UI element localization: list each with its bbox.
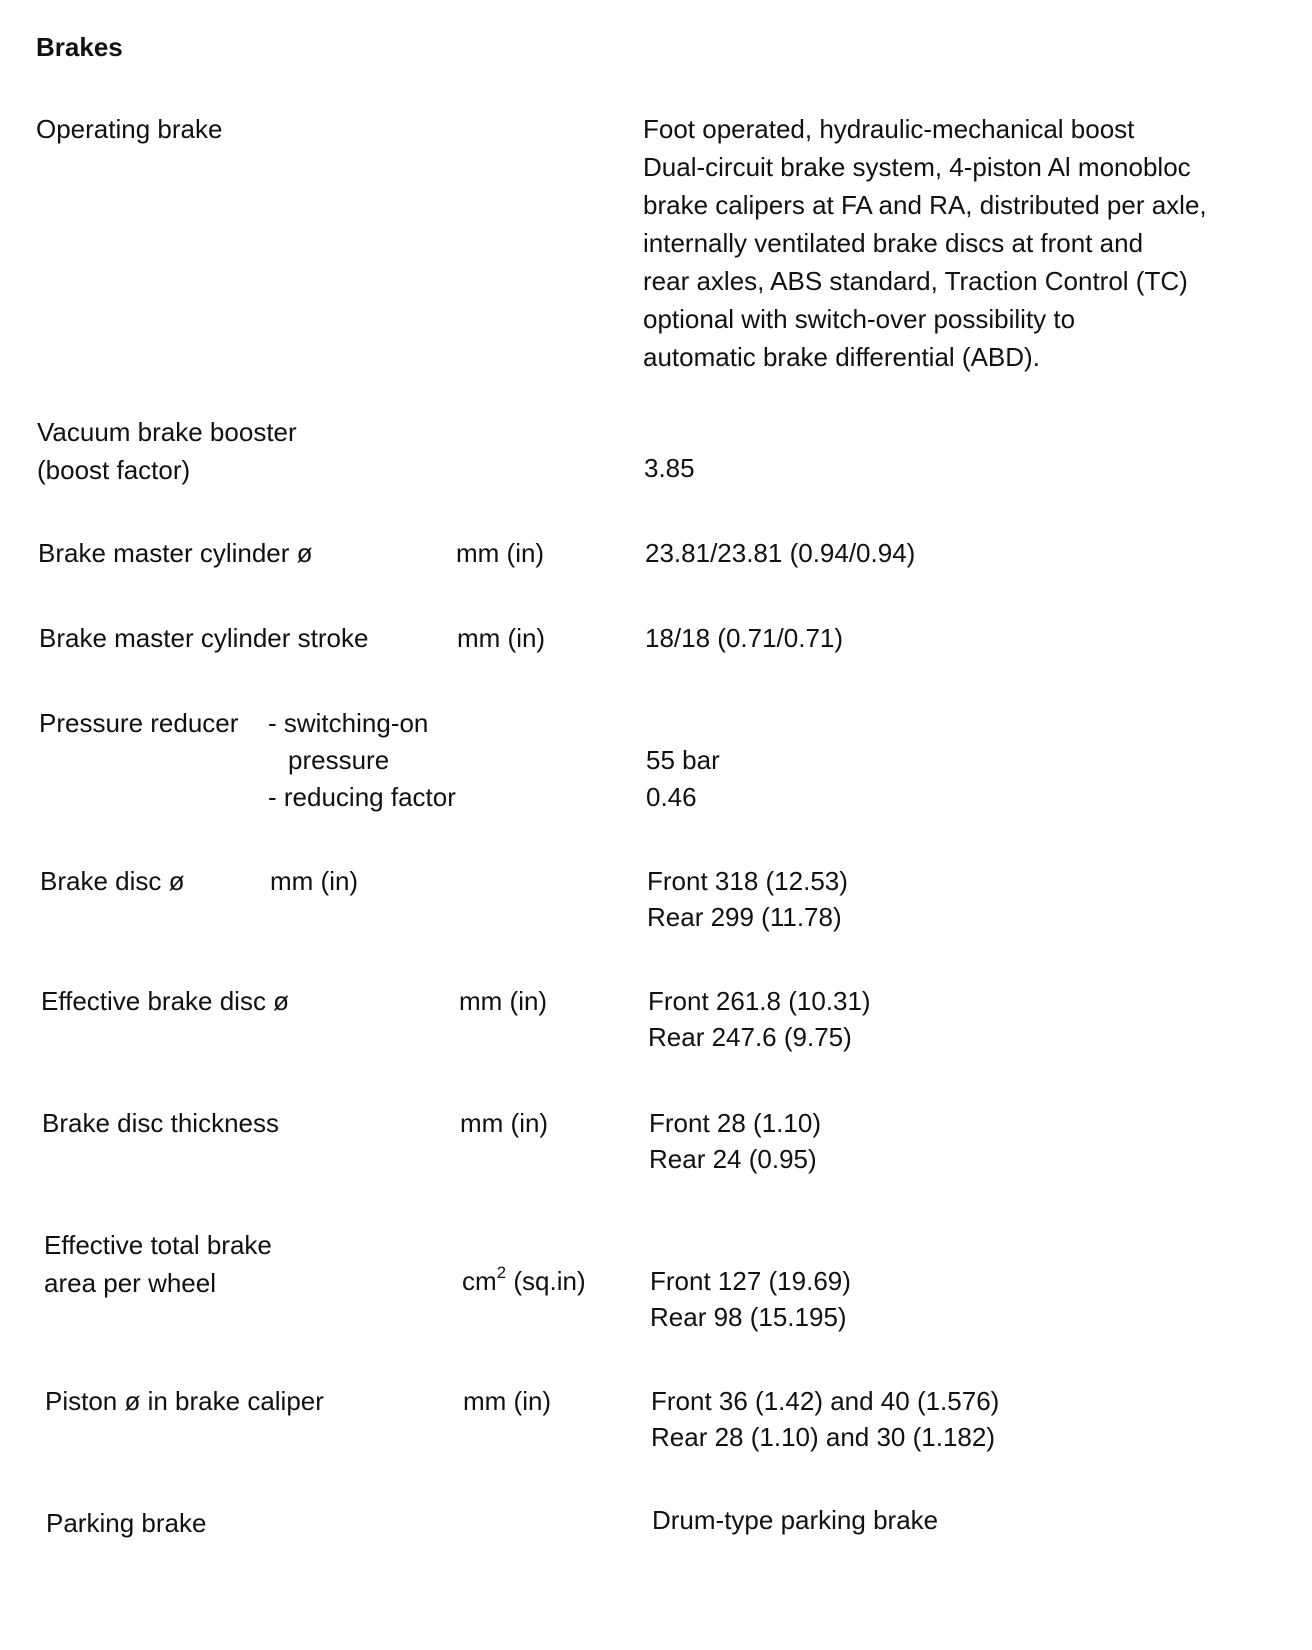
effective-disc-dia-unit: mm (in) bbox=[459, 986, 548, 1016]
master-cylinder-stroke-value: 18/18 (0.71/0.71) bbox=[645, 623, 844, 653]
brake-area-label bbox=[44, 1226, 272, 1302]
master-cylinder-dia-label: Brake master cylinder ø bbox=[38, 538, 313, 568]
parking-brake-label: Parking brake bbox=[46, 1508, 207, 1538]
brake-disc-dia-label: Brake disc ø bbox=[40, 866, 185, 896]
operating-brake-line-1: Foot operated, hydraulic-mechanical boost bbox=[643, 114, 1135, 144]
operating-brake-value bbox=[643, 110, 1207, 376]
pressure-reducer-sub-switching-on: - switching-on bbox=[268, 708, 429, 738]
master-cylinder-stroke-label: Brake master cylinder stroke bbox=[39, 623, 369, 653]
vacuum-booster-label-line-2: (boost factor) bbox=[37, 455, 191, 485]
disc-thickness-rear: Rear 24 (0.95) bbox=[649, 1144, 817, 1174]
pressure-reducer-value-pressure: 55 bar bbox=[646, 745, 720, 775]
brake-disc-dia-front: Front 318 (12.53) bbox=[647, 866, 848, 896]
operating-brake-line-5: rear axles, ABS standard, Traction Control (TC) bbox=[643, 266, 1188, 296]
effective-disc-dia-label: Effective brake disc ø bbox=[41, 986, 290, 1016]
brake-area-label-line-2: area per wheel bbox=[44, 1268, 216, 1298]
disc-thickness-front: Front 28 (1.10) bbox=[649, 1108, 821, 1138]
vacuum-booster-label-line-1: Vacuum brake booster bbox=[37, 417, 297, 447]
pressure-reducer-sub-pressure: pressure bbox=[288, 745, 390, 775]
operating-brake-line-6: optional with switch-over possibility to bbox=[643, 304, 1076, 334]
vacuum-booster-label bbox=[37, 413, 297, 489]
pressure-reducer-sub-reducing-factor: - reducing factor bbox=[268, 782, 456, 812]
master-cylinder-dia-unit: mm (in) bbox=[456, 538, 545, 568]
brake-area-unit-base: cm bbox=[462, 1266, 497, 1296]
operating-brake-line-7: automatic brake differential (ABD). bbox=[643, 342, 1040, 372]
master-cylinder-dia-value: 23.81/23.81 (0.94/0.94) bbox=[645, 538, 916, 568]
disc-thickness-unit: mm (in) bbox=[460, 1108, 549, 1138]
piston-dia-label: Piston ø in brake caliper bbox=[45, 1386, 324, 1416]
operating-brake-line-2: Dual-circuit brake system, 4-piston Al monobloc bbox=[643, 152, 1191, 182]
effective-disc-dia-rear: Rear 247.6 (9.75) bbox=[648, 1022, 852, 1052]
brake-disc-dia-unit: mm (in) bbox=[270, 866, 359, 896]
pressure-reducer-value-factor: 0.46 bbox=[646, 782, 697, 812]
brake-area-unit-exponent: 2 bbox=[496, 1263, 507, 1283]
operating-brake-label: Operating brake bbox=[36, 114, 223, 144]
pressure-reducer-label: Pressure reducer bbox=[39, 708, 239, 738]
piston-dia-rear: Rear 28 (1.10) and 30 (1.182) bbox=[651, 1422, 995, 1452]
vacuum-booster-value: 3.85 bbox=[644, 453, 695, 483]
section-title: Brakes bbox=[36, 32, 123, 62]
master-cylinder-stroke-unit: mm (in) bbox=[457, 623, 546, 653]
brake-area-label-line-1: Effective total brake bbox=[44, 1230, 272, 1260]
operating-brake-line-4: internally ventilated brake discs at front and bbox=[643, 228, 1144, 258]
piston-dia-unit: mm (in) bbox=[463, 1386, 552, 1416]
operating-brake-line-3: brake calipers at FA and RA, distributed per axle, bbox=[643, 190, 1207, 220]
brake-area-front: Front 127 (19.69) bbox=[650, 1266, 851, 1296]
brake-area-unit-rest: (sq.in) bbox=[506, 1266, 586, 1296]
piston-dia-front: Front 36 (1.42) and 40 (1.576) bbox=[651, 1386, 1000, 1416]
disc-thickness-label: Brake disc thickness bbox=[42, 1108, 279, 1138]
effective-disc-dia-front: Front 261.8 (10.31) bbox=[648, 986, 871, 1016]
brake-area-unit bbox=[462, 1262, 586, 1300]
parking-brake-value: Drum-type parking brake bbox=[652, 1505, 939, 1535]
brake-area-rear: Rear 98 (15.195) bbox=[650, 1302, 847, 1332]
brake-disc-dia-rear: Rear 299 (11.78) bbox=[647, 902, 842, 932]
